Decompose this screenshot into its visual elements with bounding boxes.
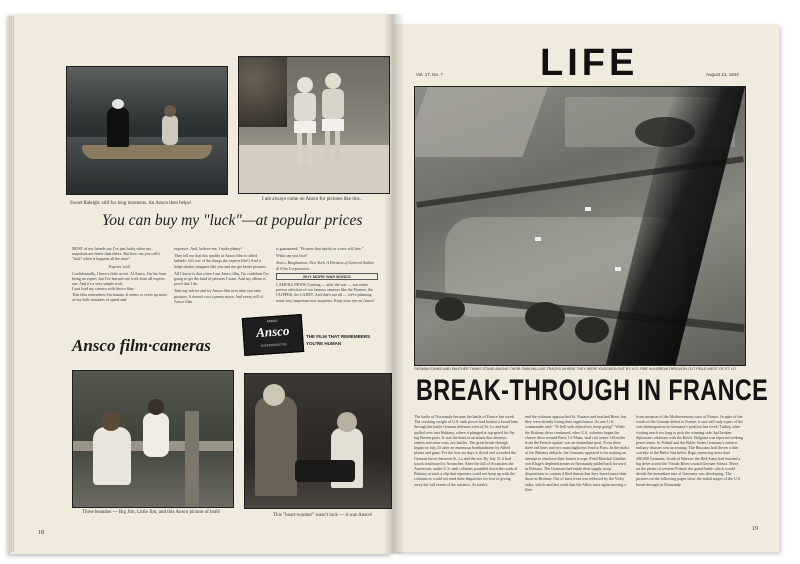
col1-p1: MOST of my friends say I've just lucky when my snapshots are better than theirs. But how can you call it "luck" when it happens all the time?: [72, 246, 161, 262]
aerial-battlefield-photo: [414, 86, 746, 366]
col3-p3: Ansco, Binghamton, New York. A Division of General Aniline & Film Corporation.: [276, 260, 375, 271]
right-page-number: 19: [752, 526, 758, 532]
col3-p2: What can you lose?: [276, 253, 308, 259]
film-box-label: Ansco: [255, 322, 290, 341]
col1-p4: This film remembers I'm human. It seems to cover up most of my little mistakes of speed and: [72, 291, 167, 302]
photo-two-children: [238, 56, 390, 194]
photo-mother-child: [72, 370, 234, 508]
life-masthead: LIFE: [540, 42, 639, 84]
issue-date: August 14, 1944: [706, 72, 739, 77]
issue-volume: Vol. 17, No. 7: [416, 72, 444, 77]
ad-column-2: [174, 246, 269, 326]
col1-p2: Confidentially, I have a little secret. At Ansco, I'm far from being an expert, but I've learned one trick from all experts use. And it's a very simple trick.: [72, 270, 167, 287]
war-bonds-box: BUY MORE WAR BONDS: [276, 273, 378, 280]
film-box-top-text: ANSCO: [266, 318, 278, 324]
caption-bottom-left: Three beauties — Big Jim, Little Jim, and this Ansco picture of both!: [82, 510, 221, 515]
article-column-1: The battle of Normandy became the battle of France last week. The crushing weight of U.S. tank power had broken a broad lane through the battle German defenses west of St. Lo and had spilled over into Brittany, where it plunged at top speed for the big Breton ports. It was the kind of an attack that destroys armies and wins wars, not battles. The great break-through began on July 25 after an enormous bombardment by Allied planes and guns. For the first six days it sliced and corroded the German forces between St. Lo and the sea. By July 31 it had struck southward to Avranches. After the fall of Avranches the Americans, under U.S. tank columns pounded down the roads of Brittany at such a clip that reporters could not keep up with the columns or could not send their dispatches for fear of giving away the full extent of the advance. At week's: [414, 414, 518, 487]
ad-column-3: [276, 246, 378, 316]
tagline-line-1: THE FILM THAT REMEMBERS: [306, 334, 371, 339]
article-column-2: end the columns approached St. Nazaire and reached Brest, but they were already losing their significance. As one U.S. commander said: "To hell with objectives, keep going!" While the Brittany drive continued, other U.S. columns began the clearer drive toward Paris. Le Mans, vital rail center 110 miles from the French capital, was an immediate goal. From there three rail lines and two main highways lead to Paris. In the midst of the Brittany debacle, the Germans appeared to be making an attempt to reinforce their beaten troops. Field Marshal Günther von Kluge's depleted armies in Normandy pulled back forward in Brittany. The Germans had made their supply troop dispositions to contain Allied thrusts that they feared more than those in Brittany. Out of their front was reflected by the Vichy radio, which said last week that the Allies were again moving a fleet: [525, 414, 629, 492]
caption-top-left: Sweet Raleigh: still for long moments. An Ansco then helps!: [70, 201, 192, 206]
ansco-brand-logo: Ansco film·cameras: [72, 336, 211, 355]
photo-blacksmith-boy: [244, 373, 392, 509]
col2-p1: exposure. And, believe me, I make plenty!: [174, 246, 242, 251]
film-box-sub-text: SUPERSENSITIVE: [260, 342, 287, 348]
col2-p3: All I know is that when I use Ansco film, I'm confident I'm going to get the kind of pictures I want. And my album is proof that I do.: [174, 270, 269, 287]
ansco-film-box: [242, 314, 305, 356]
ad-column-1: [72, 246, 167, 326]
caption-top-right: I am always come on Ansco for pictures like this.: [262, 197, 361, 202]
col3-p4: CAMERA NEWS! Coming — after the war — our entire prewar selection of our famous cameras like the Pioneer, the CLIPPER, the CADET. And that's not all — we're planning some very important new surprises. Keep your eye on Ansco!: [276, 282, 375, 303]
col2-p2: They tell me that this quality in Ansco film is called latitude. (It's one of the things the experts like!) And it helps shutter snappers like you and me get better pictures.: [174, 253, 267, 269]
col2-p4: Take my advice and try Ansco film next time you take pictures. It doesn't cost a penny more. And every roll of Ansco film: [174, 288, 263, 304]
photo-boat-sailor: [66, 66, 228, 195]
left-page-number: 18: [38, 530, 44, 536]
aerial-photo-caption: GERMAN TANKS AND PANTHER TANKS STAND AMONG THEIR OWN MILLING TRACKS WHERE THEY WERE KNOCKED OUT BY U.S. FIRE IN A BREAKTHROUGH-CUT FIELD WEST OF ST. LO: [414, 367, 736, 371]
tagline-line-2: YOU'RE HUMAN: [306, 341, 342, 346]
page-stack-edge: [8, 16, 14, 552]
col1-p3: I just load my camera with Ansco film.: [72, 286, 135, 292]
article-headline: BREAK-THROUGH IN FRANCE: [416, 374, 769, 407]
article-column-3: from invasion of the Mediterranean coast of France. In spite of the worth of the German defeat in France, it was still only a part of the vast disintegration in Germany's position last week. Turkey, after waiting much too long to pick the winning side, had broken diplomatic relations with the Reich. Bulgaria was reported seeking peace terms. In Poland and the Baltic States Germany's eastern military disaster was increasing. The Russians had driven a thin corridor to the Baltic Sea below Riga, menacing more than 200,000 Germans. South of Warsaw the Red Army had reached a big drive across the Vistula River toward German Silesia. There, on the plains of western Poland, the grand battle which would decide the immediate fate of Germany was developing. The pictures on the following pages show the initial stages of the U.S. break-through in Normandy.: [636, 414, 743, 487]
col3-p1: is guaranteed: "Pictures that satisfy or a new roll free.": [276, 246, 364, 251]
ad-headline: You can buy my "luck"—at popular prices: [102, 212, 363, 229]
col1-subhead: Experts' trick: [108, 263, 131, 269]
caption-bottom-right: This "heart-warmer" wasn't luck — it was Ansco!: [273, 513, 373, 518]
